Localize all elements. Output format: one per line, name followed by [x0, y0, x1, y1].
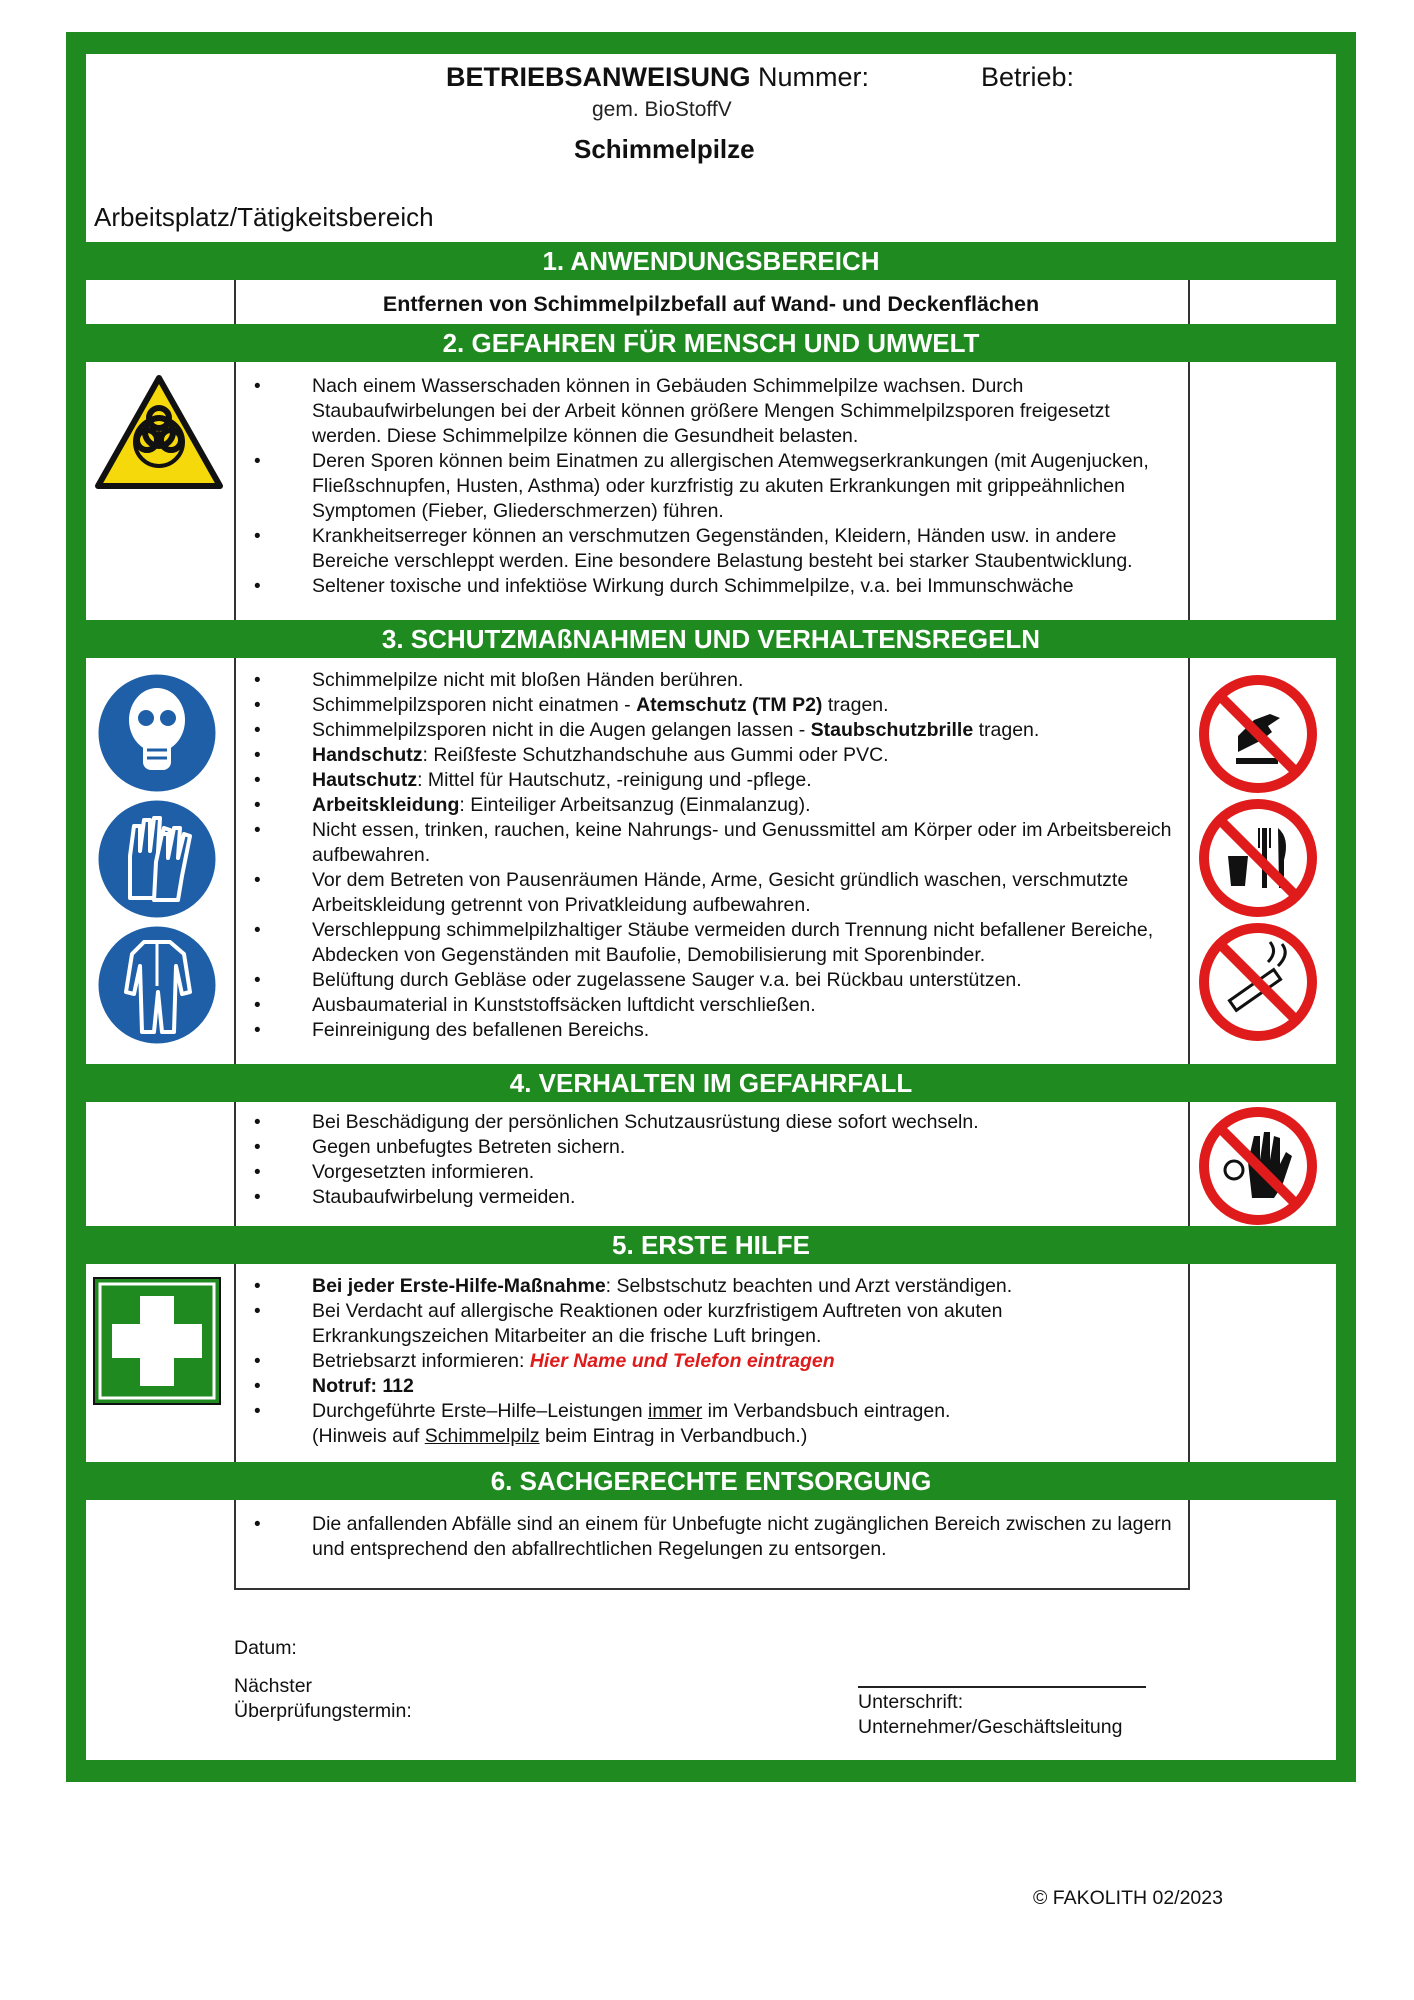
list-item: • Schimmelpilzsporen nicht einatmen - Atemschutz (TM P2) tragen.	[244, 693, 1184, 718]
list-item: • Handschutz: Reißfeste Schutzhandschuhe aus Gummi oder PVC.	[244, 743, 1184, 768]
list-item: • Seltener toxische und infektiöse Wirkung durch Schimmelpilze, v.a. bei Immunschwäche	[244, 574, 1184, 599]
emergency-list	[244, 1110, 1184, 1210]
list-item: • Deren Sporen können beim Einatmen zu allergischen Atemwegserkrankungen (mit Augenjucken, Fließschnupfen, Husten, Asthma) oder kurzfristig zu akuten Erkrankungen mit grippeähnlichen Symptomen (Fieber, Gliederschmerzen) führen.	[244, 449, 1184, 524]
list-item: • Schimmelpilzsporen nicht in die Augen gelangen lassen - Staubschutzbrille tragen.	[244, 718, 1184, 743]
section-6-row	[86, 1500, 1336, 1590]
respirator-icon	[94, 670, 220, 796]
first-aid-list	[244, 1274, 1184, 1449]
list-item: • Ausbaumaterial in Kunststoffsäcken luftdicht verschließen.	[244, 993, 1184, 1018]
document-body	[86, 54, 1336, 1760]
list-item: • Hautschutz: Mittel für Hautschutz, -reinigung und -pflege.	[244, 768, 1184, 793]
section-3-title: 3. SCHUTZMAßNAHMEN UND VERHALTENSREGELN	[86, 620, 1336, 658]
list-item: • Vor dem Betreten von Pausenräumen Hände, Arme, Gesicht gründlich waschen, verschmutzte Arbeitskleidung getrennt von Privatkleidung aufbewahren.	[244, 868, 1184, 918]
section-4-row	[86, 1102, 1336, 1226]
no-smoking-icon	[1198, 922, 1318, 1042]
document-frame	[66, 32, 1356, 1782]
no-food-drink-icon	[1198, 798, 1318, 918]
disposal-list	[244, 1512, 1184, 1562]
date-label: Datum:	[234, 1637, 297, 1659]
section-2-title: 2. GEFAHREN FÜR MENSCH UND UMWELT	[86, 324, 1336, 362]
measures-list	[244, 668, 1184, 1043]
signature-line	[858, 1686, 1146, 1688]
section-3-row	[86, 658, 1336, 1064]
substance-name: Schimmelpilze	[574, 134, 755, 164]
list-item: • Schimmelpilze nicht mit bloßen Händen berühren.	[244, 668, 1184, 693]
scope-text: Entfernen von Schimmelpilzbefall auf Wand- und Deckenflächen	[382, 292, 1040, 316]
list-item: • Vorgesetzten informieren.	[244, 1160, 1184, 1185]
no-entry-icon	[1198, 1106, 1318, 1226]
placeholder-doctor-contact: Hier Name und Telefon eintragen	[529, 1350, 835, 1372]
list-item: • Durchgeführte Erste–Hilfe–Leistungen immer im Verbandsbuch eintragen. (Hinweis auf Schimmelpilz beim Eintrag in Verbandbuch.)	[244, 1399, 1184, 1449]
section-4-title: 4. VERHALTEN IM GEFAHRFALL	[86, 1064, 1336, 1102]
list-item: • Die anfallenden Abfälle sind an einem für Unbefugte nicht zugänglichen Bereich zwischen zu lagern und entsprechend den abfallrechtlichen Regelungen zu entsorgen.	[244, 1512, 1184, 1562]
table-bottom-border	[234, 1588, 1190, 1590]
list-item: • Bei Verdacht auf allergische Reaktionen oder kurzfristigem Auftreten von akuten Erkrankungszeichen Mitarbeiter an die frische Luft bringen.	[244, 1299, 1184, 1349]
list-item: • Betriebsarzt informieren: Hier Name und Telefon eintragen	[244, 1349, 1184, 1374]
document-title	[446, 62, 869, 93]
emergency-number: Notruf: 112	[312, 1375, 414, 1397]
list-item: • Gegen unbefugtes Betreten sichern.	[244, 1135, 1184, 1160]
section-6-title: 6. SACHGERECHTE ENTSORGUNG	[86, 1462, 1336, 1500]
section-1-row	[86, 280, 1336, 324]
hazards-list	[244, 374, 1184, 599]
signature-label: Unterschrift: Unternehmer/Geschäftsleitung	[858, 1691, 1123, 1738]
list-item: • Nicht essen, trinken, rauchen, keine Nahrungs- und Genussmittel am Körper oder im Arbeitsbereich aufbewahren.	[244, 818, 1184, 868]
list-item: • Belüftung durch Gebläse oder zugelassene Sauger v.a. bei Rückbau unterstützen.	[244, 968, 1184, 993]
list-item: • Staubaufwirbelung vermeiden.	[244, 1185, 1184, 1210]
section-2-row	[86, 362, 1336, 620]
section-1-title: 1. ANWENDUNGSBEREICH	[86, 242, 1336, 280]
title-number-label: Nummer:	[750, 62, 870, 92]
list-item: • Nach einem Wasserschaden können in Gebäuden Schimmelpilze wachsen. Durch Staubaufwirbelungen bei der Arbeit können größere Mengen Schimmelpilzsporen freigesetzt werden. Diese Schimmelpilze können die Gesundheit belasten.	[244, 374, 1184, 449]
gloves-icon	[94, 796, 220, 922]
regulation-subtitle: gem. BioStoffV	[592, 98, 732, 121]
no-touch-icon	[1198, 674, 1318, 794]
first-aid-icon	[92, 1276, 222, 1406]
biohazard-icon	[94, 374, 224, 490]
list-item: • Bei Beschädigung der persönlichen Schutzausrüstung diese sofort wechseln.	[244, 1110, 1184, 1135]
workplace-label: Arbeitsplatz/Tätigkeitsbereich	[94, 202, 434, 232]
section-5-title: 5. ERSTE HILFE	[86, 1226, 1336, 1264]
title-bold: BETRIEBSANWEISUNG	[446, 62, 751, 92]
list-item: • Feinreinigung des befallenen Bereichs.	[244, 1018, 1184, 1043]
coverall-icon	[94, 922, 220, 1048]
list-item: • Bei jeder Erste-Hilfe-Maßnahme: Selbstschutz beachten und Arzt verständigen.	[244, 1274, 1184, 1299]
list-item: • Verschleppung schimmelpilzhaltiger Stäube vermeiden durch Trennung nicht befallener Bereiche, Abdecken von Gegenständen mit Baufolie, Demobilisierung mit Sporenbinder.	[244, 918, 1184, 968]
company-label: Betrieb:	[981, 62, 1075, 92]
list-item	[244, 1374, 1184, 1399]
section-5-row	[86, 1264, 1336, 1462]
copyright-notice: © FAKOLITH 02/2023	[1033, 1887, 1223, 1909]
list-item: • Krankheitserreger können an verschmutzen Gegenständen, Kleidern, Händen usw. in andere Bereiche verschleppt werden. Eine besondere Belastung besteht bei starker Staubentwicklung.	[244, 524, 1184, 574]
list-item: • Arbeitskleidung: Einteiliger Arbeitsanzug (Einmalanzug).	[244, 793, 1184, 818]
next-review-label: Nächster Überprüfungstermin:	[234, 1675, 412, 1722]
